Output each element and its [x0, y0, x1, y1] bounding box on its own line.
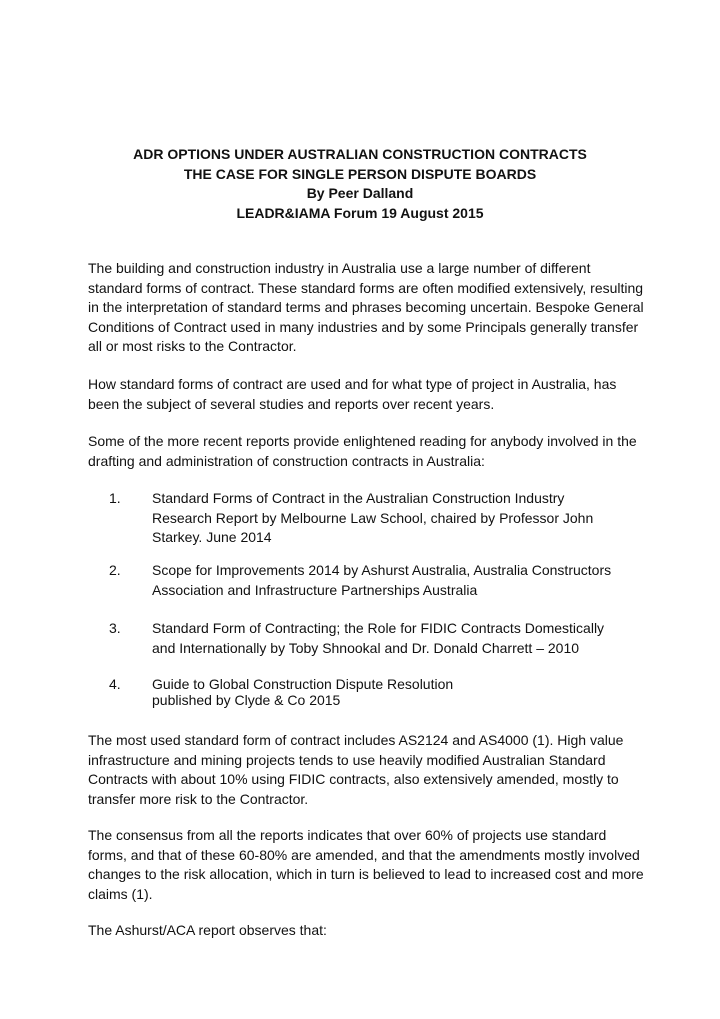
event-line: LEADR&IAMA Forum 19 August 2015 — [236, 204, 484, 221]
list-number: 3. — [109, 620, 121, 636]
list-number: 2. — [109, 562, 121, 578]
list-line: Research Report by Melbourne Law School, chaired by Professor John — [152, 509, 594, 526]
list-line: Standard Forms of Contract in the Australian Construction Industry — [152, 490, 565, 506]
paragraph-consensus — [88, 826, 648, 904]
title-line-1: ADR OPTIONS UNDER AUSTRALIAN CONSTRUCTION CONTRACTS — [133, 146, 587, 162]
list-line: and Internationally by Toby Shnookal and Dr. Donald Charrett – 2010 — [152, 639, 580, 656]
list-line: Standard Form of Contracting; the Role for FIDIC Contracts Domestically — [152, 620, 605, 636]
author-line: By Peer Dalland — [306, 185, 414, 201]
list-line: Association and Infrastructure Partnerships Australia — [152, 581, 478, 598]
paragraph-reports — [88, 432, 648, 471]
list-item-text — [152, 676, 642, 708]
list-line: Guide to Global Construction Dispute Resolution — [152, 676, 454, 692]
paragraph-text: Some of the more recent reports provide enlightened reading for anybody involved in the drafting and administration of construction contracts in Australia: — [88, 433, 637, 469]
paragraph-text: The building and construction industry in Australia use a large number of different standard forms of contract. These standard forms are often modified extensively, resulting in the interpretation of standard terms and phrases becoming uncertain. Bespoke General Conditions of Contract used in many industries and by some Principals generally transfer all or most risks to the Contractor. — [88, 260, 644, 354]
paragraph-standard-forms — [88, 731, 648, 809]
list-item-text — [152, 489, 642, 548]
document-title — [0, 145, 720, 223]
list-number: 4. — [109, 676, 121, 692]
list-line: Starkey. June 2014 — [152, 529, 272, 545]
list-number: 1. — [109, 490, 121, 506]
paragraph-intro — [88, 259, 648, 357]
list-line: Scope for Improvements 2014 by Ashurst Australia, Australia Constructors — [152, 562, 612, 578]
list-item-text — [152, 619, 642, 658]
paragraph-text: The consensus from all the reports indicates that over 60% of projects use standard forms, and that of these 60-80% are amended, and that the amendments mostly involved changes to the risk allocation, which in turn is believed to lead to increased cost and more claims (1). — [88, 827, 644, 902]
list-line: published by Clyde & Co 2015 — [152, 692, 341, 708]
title-line-2: THE CASE FOR SINGLE PERSON DISPUTE BOARDS — [183, 165, 537, 182]
paragraph-observation — [88, 921, 648, 941]
paragraph-text: The most used standard form of contract includes AS2124 and AS4000 (1). High value infrastructure and mining projects tends to use heavily modified Australian Standard Contracts with about 10% using FIDIC contracts, also extensively amended, mostly to transfer more risk to the Contractor. — [88, 732, 624, 807]
paragraph-studies — [88, 375, 648, 414]
list-item-text — [152, 561, 642, 600]
paragraph-text: How standard forms of contract are used and for what type of project in Australia, has been the subject of several studies and reports over recent years. — [88, 376, 617, 412]
paragraph-text: The Ashurst/ACA report observes that: — [88, 922, 327, 938]
